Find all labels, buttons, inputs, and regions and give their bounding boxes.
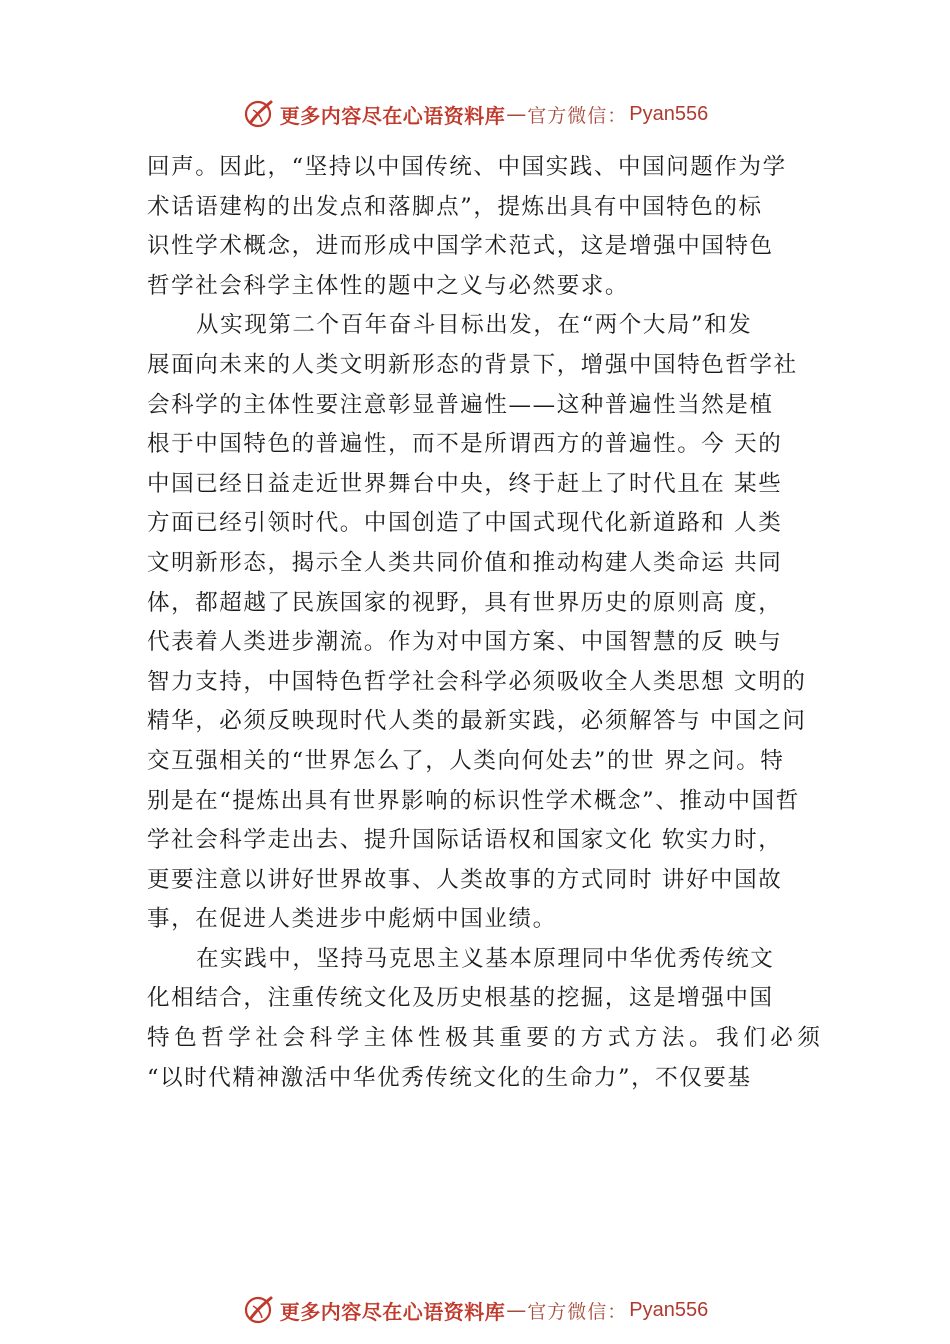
text-line: 展面向未来的人类文明新形态的背景下，增强中国特色哲学社 — [147, 351, 798, 378]
text-line: 会科学的主体性要注意彰显普遍性——这种普遍性当然是植 — [147, 391, 774, 418]
text-line: 哲学社会科学主体性的题中之义与必然要求。 — [147, 272, 630, 299]
paragraph-start-line: 在实践中，坚持马克思主义基本原理同中华优秀传统文 — [196, 945, 775, 972]
header-main-text: 更多内容尽在心语资料库 — [279, 103, 506, 128]
brush-logo-icon — [242, 1293, 276, 1327]
text-line: 更要注意以讲好世界故事、人类故事的方式同时 讲好中国故 — [147, 866, 783, 893]
footer-sub-text: 官方微信： — [527, 1300, 628, 1323]
text-line: 别是在“提炼出具有世界影响的标识性学术概念”、推动中国哲 — [147, 787, 800, 814]
document-body — [147, 148, 837, 1098]
header-dash: — — [506, 102, 527, 126]
text-line: 根于中国特色的普遍性，而不是所谓西方的普遍性。今 天的 — [147, 431, 783, 458]
text-line: 回声。因此，“坚持以中国传统、中国实践、中国问题作为学 — [147, 154, 787, 180]
header-sub-text: 官方微信： — [527, 104, 628, 127]
footer-dash: — — [506, 1298, 527, 1322]
text-line: 化相结合，注重传统文化及历史根基的挖掘，这是增强中国 — [147, 985, 774, 1012]
footer-handle: Pyan556 — [629, 1298, 709, 1321]
text-line: 学社会科学走出去、提升国际话语权和国家文化 软实力时， — [147, 827, 783, 854]
text-line: “以时代精神激活中华优秀传统文化的生命力”，不仅要基 — [147, 1064, 752, 1091]
paragraph-start-line: 从实现第二个百年奋斗目标出发，在“两个大局”和发 — [196, 312, 753, 339]
text-line: 方面已经引领时代。中国创造了中国式现代化新道路和 人类 — [147, 510, 783, 537]
footer-banner — [0, 1290, 950, 1330]
text-line: 识性学术概念，进而形成中国学术范式，这是增强中国特色 — [147, 233, 774, 260]
text-line: 体，都超越了民族国家的视野，具有世界历史的原则高 度， — [147, 589, 783, 616]
text-line: 代表着人类进步潮流。作为对中国方案、中国智慧的反 映与 — [147, 629, 783, 656]
text-line: 智力支持，中国特色哲学社会科学必须吸收全人类思想 文明的 — [147, 668, 807, 695]
text-line: 文明新形态，揭示全人类共同价值和推动构建人类命运 共同 — [147, 549, 783, 576]
text-line: 特色哲学社会科学主体性极其重要的方式方法。我们必须 — [147, 1025, 825, 1052]
text-line: 事，在促进人类进步中彪炳中国业绩。 — [147, 906, 557, 933]
footer-main-text: 更多内容尽在心语资料库 — [279, 1299, 506, 1324]
text-line: 精华，必须反映现时代人类的最新实践，必须解答与 中国之问 — [147, 708, 807, 735]
header-handle: Pyan556 — [629, 102, 709, 125]
header-banner — [0, 94, 950, 134]
text-line: 交互强相关的“世界怎么了，人类向何处去”的世 界之问。特 — [147, 747, 785, 774]
brush-logo-icon — [242, 97, 276, 131]
text-line: 术话语建构的出发点和落脚点”，提炼出具有中国特色的标 — [147, 193, 763, 220]
text-line: 中国已经日益走近世界舞台中央，终于赶上了时代且在 某些 — [147, 470, 783, 497]
